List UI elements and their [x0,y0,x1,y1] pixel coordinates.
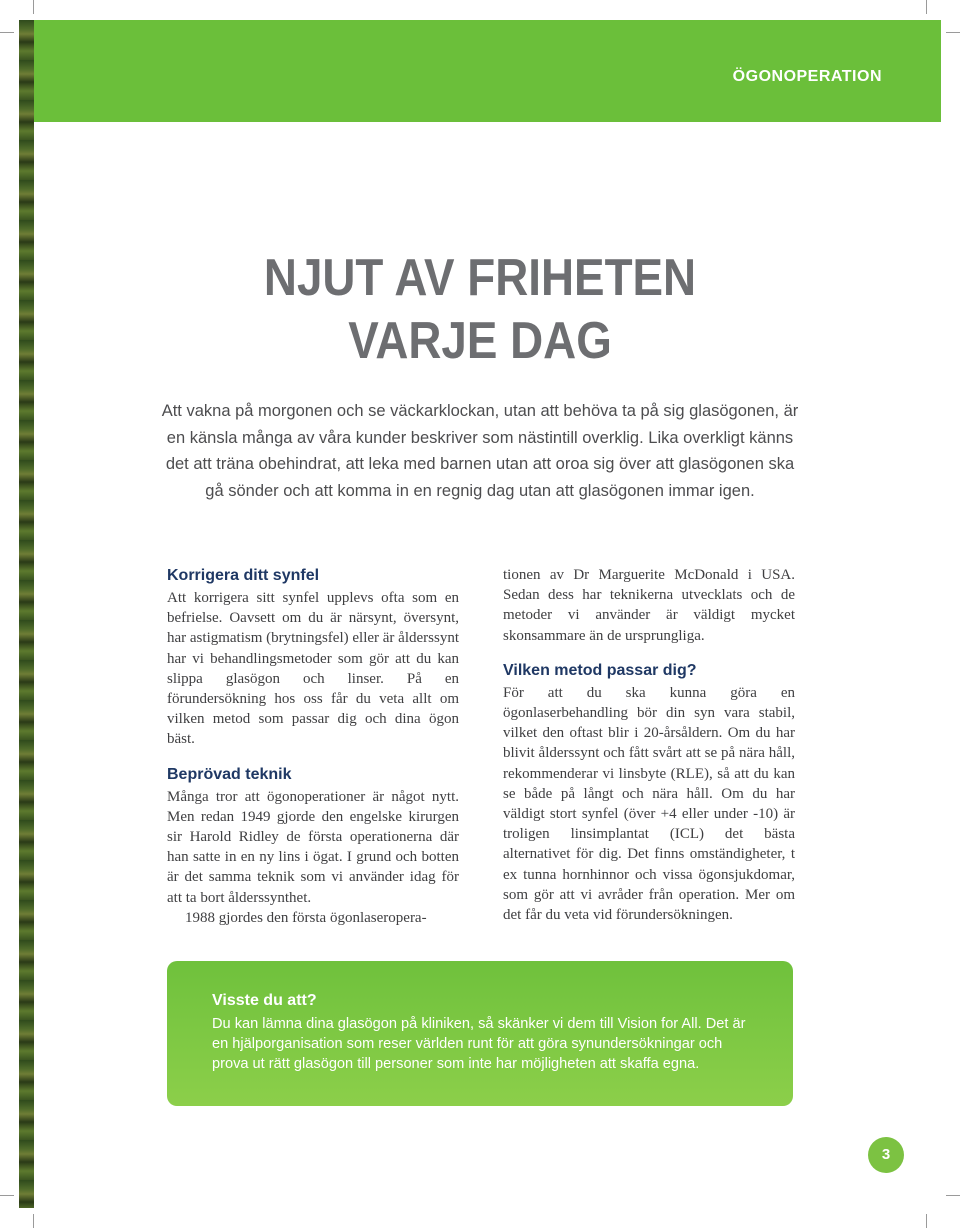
body-vilken-metod: För att du ska kunna göra en ögonlaserbehandling bör din syn vara stabil, vilket den oftast blir i 20-årsåldern. Om du har blivit ålderssynt och fått svårt att se på nära håll, rekommenderar vi linsbyte (RLE), så att du kan se både på långt och nära håll. Om du har väldigt stort synfel (över +4 eller under -10) är troligen linsimplantat (ICL) det bästa alternativet för dig. Det finns omständigheter, t ex tunna hornhinnor och vissa ögonsjukdomar, som gör att vi avråder från operation. Mer om det får du veta vid förundersökningen. [503,684,795,924]
fact-box-body: Du kan lämna dina glasögon på kliniken, så skänker vi dem till Vision for All. Det är en hjälporganisation som reser världen runt för att göra synundersökningar och prova ut rätt glasögon till personer som inte har möjligheten att skaffa egna. [212,1016,746,1072]
crop-mark [946,1195,960,1196]
crop-mark [926,0,927,14]
heading-korrigera: Korrigera ditt synfel [167,567,320,584]
forest-photo-strip [19,20,34,1208]
headline-line-1: NJUT AV FRIHETEN [263,249,697,307]
heading-beprovad: Beprövad teknik [167,765,292,783]
headline-line-2: VARJE DAG [348,312,612,370]
crop-mark [33,1214,34,1228]
body-continuation: tionen av Dr Marguerite McDonald i USA. Sedan dess har teknikerna utvecklats och de metoder vi använder är väldigt mycket skonsammare än de ursprungliga. [503,567,795,644]
crop-mark [33,0,34,14]
body-beprovad: Många tror att ögonoperationer är något nytt. Men redan 1949 gjorde den engelske kirurgen sir Harold Ridley de första operationerna där han satte in en ny lins i ögat. I grund och botten är det samma teknik som vi använder idag för att ta bort ålderssynthet. [167,788,459,906]
page-number-badge: 3 [868,1137,904,1173]
right-column [503,565,795,925]
body-beprovad-continued: 1988 gjordes den första ögonlaseropera- [185,909,427,926]
heading-vilken-metod: Vilken metod passar dig? [503,661,697,679]
fact-box [167,961,793,1106]
body-korrigera: Att korrigera sitt synfel upplevs ofta som en befrielse. Oavsett om du är närsynt, översynt, har astigmatism (brytningsfel) eller är ålderssynt har vi behandlingsmetoder som gör att du kan slippa glasögon och linser. På en förundersökning hos oss får du veta allt om vilken metod som passar dig och dina ögon bäst. [167,590,459,748]
intro-paragraph: Att vakna på morgonen och se väckarklockan, utan att behöva ta på sig glasögonen, är en känsla många av våra kunder beskriver som nästintill overklig. Lika overkligt känns det att träna obehindrat, att leka med barnen utan att oroa sig över att glasögonen ska gå sönder och att komma in en regnig dag utan att glasögonen immar igen. [161,402,799,500]
left-column [167,565,459,928]
crop-mark [0,1195,14,1196]
crop-mark [0,32,14,33]
fact-box-title: Visste du att? [212,992,317,1009]
section-label: ÖGONOPERATION [732,68,882,85]
crop-mark [926,1214,927,1228]
crop-mark [946,32,960,33]
